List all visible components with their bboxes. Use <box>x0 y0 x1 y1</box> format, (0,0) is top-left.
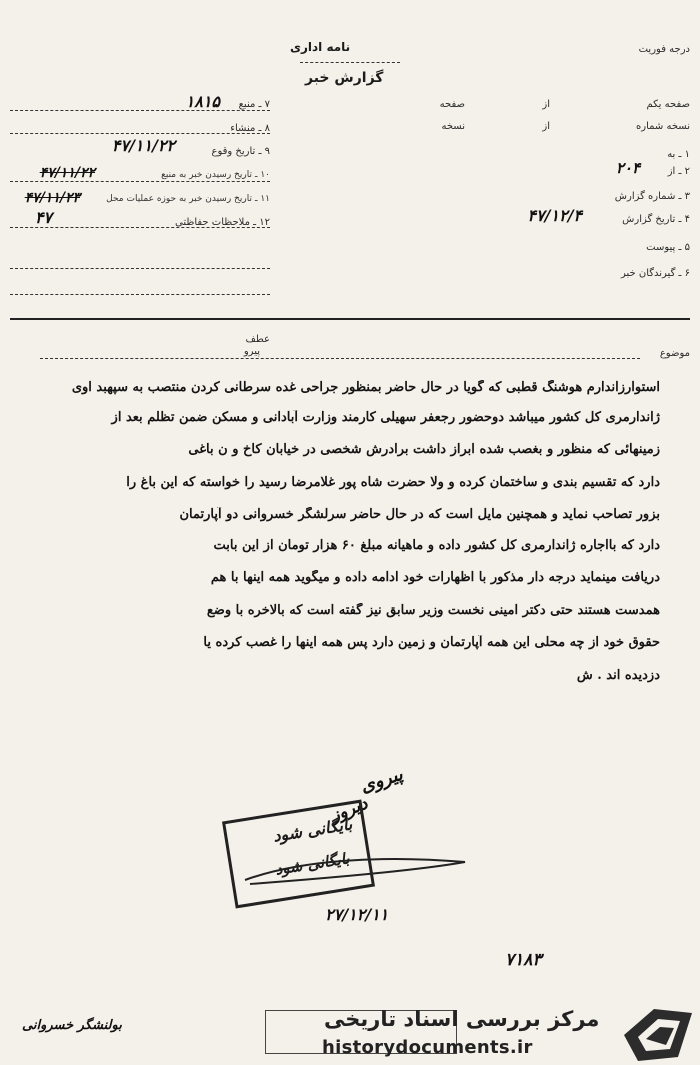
field-9-value: ۴۷/۱۱/۲۲ <box>111 136 175 155</box>
field-4-label: ۴ ـ تاریخ گزارش <box>622 214 690 225</box>
signature-date: ۲۷/۱۲/۱۱ <box>325 905 389 924</box>
divider <box>10 227 270 228</box>
copy-label: نسخه شماره <box>636 121 690 132</box>
body-line: همدست هستند حتی دکتر امینی نخست وزیر سابق نیز گفته است که بالاخره با وضع <box>206 603 660 618</box>
copy-of: از <box>542 121 550 132</box>
divider <box>10 268 270 269</box>
watermark-logo <box>318 1003 700 1065</box>
signature-mid: دیروز <box>327 793 371 827</box>
stamp-text: بایگانی شود <box>274 849 351 879</box>
field-11-label: ۱۱ ـ تاریخ رسیدن خبر به حوزه عملیات محل <box>106 194 270 204</box>
header-subtitle: گزارش خبر <box>305 70 384 86</box>
copy-unit: نسخه <box>441 121 465 132</box>
field-7-label: ۷ ـ منبع <box>238 99 270 110</box>
side-label-ref: عطف <box>245 334 270 345</box>
field-2-value: ۲۰۴ <box>615 159 640 177</box>
page-number: ۷۱۸۳ <box>505 950 542 970</box>
bottom-left-signature: بولنشگر خسروانی <box>22 1018 122 1033</box>
body-line: دزدیده اند . ش <box>576 668 660 683</box>
field-8-label: ۸ ـ منشاء <box>230 123 270 134</box>
body-line: حقوق خود از چه محلی این همه آپارتمان و زمین دارد پس همه اینها را غصب کرده یا <box>203 635 660 650</box>
body-line: دارد که تقسیم بندی و ساختمان کرده و ولا حضرت شاه پور غلامرضا رسید را خواسته که این باغ را <box>126 475 660 490</box>
field-2-label: ۲ ـ از <box>667 166 690 177</box>
field-9-label: ۹ ـ تاریخ وقوع <box>211 146 270 157</box>
body-line: ژاندارمری کل کشور میباشد دوحضور رجعفر سهیلی کارمند وزارت آبادانی و مسکن ضمن تظلم بعد از <box>111 410 660 425</box>
page-label: صفحه یکم <box>646 99 690 110</box>
divider <box>10 110 270 111</box>
header-separator <box>10 318 690 320</box>
field-3-label: ۳ ـ شماره گزارش <box>614 191 690 202</box>
priority-label: درجه فوریت <box>638 44 690 55</box>
title-underline <box>300 62 400 63</box>
field-4-value: ۴۷/۱۲/۴ <box>527 206 582 225</box>
body-line: دریافت مینماید درجه دار مذکور با اظهارات خود ادامه داده و میگوید همه اینها با هم <box>210 570 660 585</box>
body-line: دارد که بااجاره ژاندارمری کل کشور داده و ماهیانه مبلغ ۶۰ هزار تومان از این بابت <box>213 538 660 553</box>
body-line: استوارزاندارم هوشنگ قطبی که گویا در حال حاضر بمنظور جراحی غده سرطانی کردن منتصب به سپهبد اوی <box>71 380 660 395</box>
signature-top: پیروی <box>357 763 406 798</box>
field-5-label: ۵ ـ پیوست <box>646 242 690 253</box>
divider <box>10 294 270 295</box>
document-icon <box>618 1005 696 1063</box>
stamp-text: بایگانی شود <box>271 814 354 846</box>
field-11-value: ۴۷/۱۱/۲۳ <box>24 190 80 206</box>
divider <box>10 181 270 182</box>
subject-label: موضوع <box>659 348 690 359</box>
field-12-value: ۴۷ <box>34 208 52 227</box>
side-label-follow: پیرو <box>243 346 260 357</box>
field-6-label: ۶ ـ گیرندگان خبر <box>620 268 690 279</box>
field-7-value: ۱۸۱۵ <box>185 92 220 111</box>
body-line: بزور تصاحب نماید و همچنین مایل است که در حال حاضر سرلشگر خسروانی دو آپارتمان <box>179 507 660 522</box>
field-1-label: ۱ ـ به <box>667 149 690 160</box>
field-10-value: ۴۷/۱۱/۲۲ <box>39 165 95 181</box>
subject-line <box>40 358 640 359</box>
signature-flourish <box>240 850 470 890</box>
watermark-url: historydocuments.ir <box>322 1037 533 1058</box>
page-unit: صفحه <box>439 99 465 110</box>
page-of: از <box>542 99 550 110</box>
field-12-label: ۱۲ ـ ملاحظات حفاظتی <box>175 217 270 228</box>
body-line: زمینهائی که منظور و بغصب شده ابراز داشت برادرش شخصی در خیابان کاخ و ن باغی <box>188 442 660 457</box>
header-title: نامه اداری <box>290 40 351 54</box>
divider <box>10 133 270 134</box>
field-10-label: ۱۰ ـ تاریخ رسیدن خبر به منبع <box>161 170 270 180</box>
watermark-title: مرکز بررسی اسناد تاریخی <box>324 1007 600 1031</box>
